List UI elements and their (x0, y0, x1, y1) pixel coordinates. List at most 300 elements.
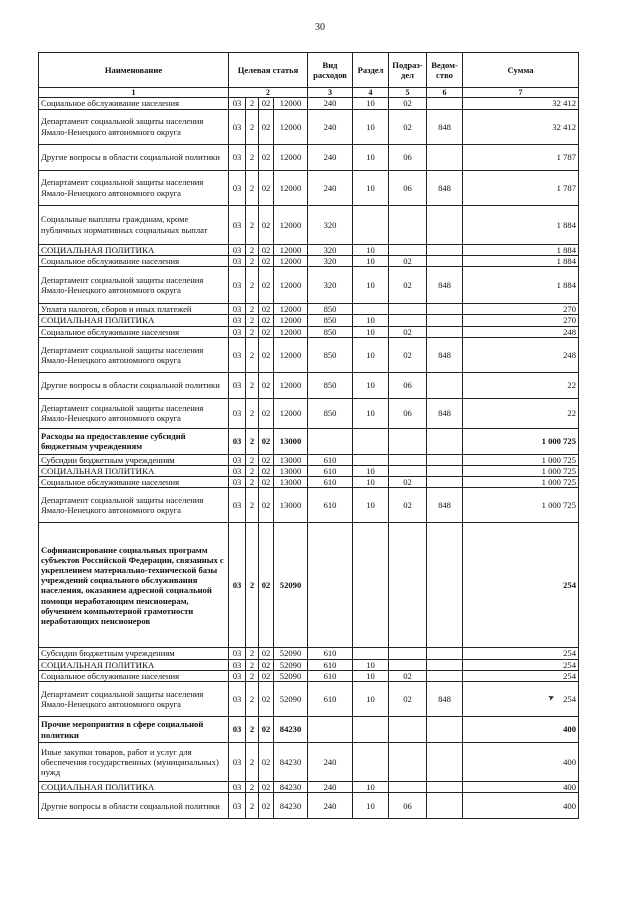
table-row (39, 670, 579, 681)
table-row (39, 793, 579, 819)
department-code-cell (427, 648, 463, 659)
target-subprogram-cell: 2 (246, 244, 259, 255)
header-department: Ведом-ство (427, 53, 463, 88)
target-subprogram-cell: 2 (246, 659, 259, 670)
target-direction-cell: 12000 (274, 267, 308, 304)
target-program-cell: 03 (229, 743, 246, 782)
target-program-cell: 03 (229, 454, 246, 465)
target-activity-cell: 02 (259, 109, 274, 144)
target-activity-cell: 02 (259, 428, 274, 454)
subsection-cell: 02 (389, 670, 427, 681)
header-row (39, 53, 579, 88)
target-activity-cell: 02 (259, 170, 274, 205)
section-cell (353, 205, 389, 244)
department-code-cell (427, 717, 463, 743)
table-row (39, 465, 579, 476)
target-program-cell: 03 (229, 398, 246, 428)
section-cell (353, 428, 389, 454)
target-program-cell: 03 (229, 98, 246, 109)
target-direction-cell: 52090 (274, 682, 308, 717)
department-code-cell (427, 144, 463, 170)
section-cell: 10 (353, 477, 389, 488)
department-code-cell (427, 477, 463, 488)
amount-cell: 22 (463, 372, 579, 398)
amount-cell: 1 000 725 (463, 454, 579, 465)
row-name-cell: Департамент социальной защиты населения Ямало-Ненецкого автономного округа (39, 682, 229, 717)
subsection-cell (389, 244, 427, 255)
target-direction-cell: 84230 (274, 782, 308, 793)
department-code-cell (427, 454, 463, 465)
row-name-cell: Департамент социальной защиты населения Ямало-Ненецкого автономного округа (39, 267, 229, 304)
row-name-cell: Департамент социальной защиты населения Ямало-Ненецкого автономного округа (39, 488, 229, 523)
section-cell: 10 (353, 682, 389, 717)
section-cell (353, 454, 389, 465)
amount-cell: 1 884 (463, 244, 579, 255)
expense-type-cell: 240 (308, 109, 353, 144)
target-program-cell: 03 (229, 315, 246, 326)
department-code-cell (427, 782, 463, 793)
table-row (39, 717, 579, 743)
amount-cell: 1 884 (463, 267, 579, 304)
section-cell (353, 523, 389, 648)
department-code-cell (427, 523, 463, 648)
target-direction-cell: 12000 (274, 244, 308, 255)
table-row (39, 267, 579, 304)
department-code-cell (427, 372, 463, 398)
table-row (39, 428, 579, 454)
target-activity-cell: 02 (259, 398, 274, 428)
row-name-cell: СОЦИАЛЬНАЯ ПОЛИТИКА (39, 315, 229, 326)
row-name-cell: Департамент социальной защиты населения Ямало-Ненецкого автономного округа (39, 398, 229, 428)
row-name-cell: Социальное обслуживание населения (39, 326, 229, 337)
subsection-cell (389, 454, 427, 465)
target-subprogram-cell: 2 (246, 428, 259, 454)
table-row (39, 488, 579, 523)
row-name-cell: Прочие мероприятия в сфере социальной политики (39, 717, 229, 743)
target-program-cell: 03 (229, 304, 246, 315)
column-number: 5 (389, 88, 427, 98)
target-activity-cell: 02 (259, 304, 274, 315)
expense-type-cell: 850 (308, 304, 353, 315)
subsection-cell (389, 315, 427, 326)
expense-type-cell (308, 428, 353, 454)
target-direction-cell: 52090 (274, 670, 308, 681)
table-row (39, 244, 579, 255)
department-code-cell (427, 743, 463, 782)
table-row (39, 659, 579, 670)
amount-cell: 1 000 725 (463, 428, 579, 454)
expense-type-cell: 850 (308, 398, 353, 428)
expense-type-cell: 610 (308, 670, 353, 681)
section-cell: 10 (353, 670, 389, 681)
table-row (39, 255, 579, 266)
column-number: 1 (39, 88, 229, 98)
amount-cell: 248 (463, 326, 579, 337)
section-cell: 10 (353, 326, 389, 337)
amount-cell: 400 (463, 793, 579, 819)
target-program-cell: 03 (229, 682, 246, 717)
table-row (39, 98, 579, 109)
department-code-cell: 848 (427, 682, 463, 717)
table-row (39, 398, 579, 428)
amount-cell: 1 787 (463, 170, 579, 205)
target-subprogram-cell: 2 (246, 454, 259, 465)
target-activity-cell: 02 (259, 477, 274, 488)
department-code-cell: 848 (427, 267, 463, 304)
column-number: 3 (308, 88, 353, 98)
row-name-cell: Уплата налогов, сборов и иных платежей (39, 304, 229, 315)
expense-type-cell: 240 (308, 743, 353, 782)
target-activity-cell: 02 (259, 670, 274, 681)
expense-type-cell: 850 (308, 372, 353, 398)
subsection-cell (389, 743, 427, 782)
target-activity-cell: 02 (259, 255, 274, 266)
section-cell (353, 648, 389, 659)
department-code-cell: 848 (427, 337, 463, 372)
amount-cell: 254 (463, 523, 579, 648)
target-program-cell: 03 (229, 244, 246, 255)
expense-type-cell: 240 (308, 782, 353, 793)
table-row (39, 337, 579, 372)
target-program-cell: 03 (229, 170, 246, 205)
target-direction-cell: 13000 (274, 454, 308, 465)
column-number: 6 (427, 88, 463, 98)
expense-type-cell: 240 (308, 98, 353, 109)
expense-type-cell: 320 (308, 244, 353, 255)
row-name-cell: СОЦИАЛЬНАЯ ПОЛИТИКА (39, 244, 229, 255)
target-activity-cell: 02 (259, 144, 274, 170)
target-subprogram-cell: 2 (246, 670, 259, 681)
target-direction-cell: 84230 (274, 743, 308, 782)
row-name-cell: СОЦИАЛЬНАЯ ПОЛИТИКА (39, 659, 229, 670)
amount-cell: 400 (463, 743, 579, 782)
target-direction-cell: 13000 (274, 477, 308, 488)
section-cell: 10 (353, 398, 389, 428)
department-code-cell (427, 205, 463, 244)
target-activity-cell: 02 (259, 523, 274, 648)
subsection-cell: 02 (389, 337, 427, 372)
subsection-cell: 02 (389, 326, 427, 337)
expense-type-cell: 320 (308, 267, 353, 304)
target-direction-cell: 12000 (274, 205, 308, 244)
department-code-cell (427, 670, 463, 681)
department-code-cell (427, 304, 463, 315)
section-cell: 10 (353, 315, 389, 326)
page-number: 30 (315, 22, 325, 33)
target-activity-cell: 02 (259, 326, 274, 337)
table-row (39, 205, 579, 244)
target-subprogram-cell: 2 (246, 315, 259, 326)
target-subprogram-cell: 2 (246, 648, 259, 659)
row-name-cell: Субсидии бюджетным учреждениям (39, 454, 229, 465)
expense-type-cell: 610 (308, 648, 353, 659)
row-name-cell: Другие вопросы в области социальной политики (39, 793, 229, 819)
target-activity-cell: 02 (259, 205, 274, 244)
target-program-cell: 03 (229, 267, 246, 304)
table-body (39, 98, 579, 819)
subsection-cell (389, 304, 427, 315)
row-name-cell: Социальное обслуживание населения (39, 670, 229, 681)
target-subprogram-cell: 2 (246, 144, 259, 170)
target-direction-cell: 12000 (274, 337, 308, 372)
target-direction-cell: 12000 (274, 109, 308, 144)
department-code-cell (427, 659, 463, 670)
target-subprogram-cell: 2 (246, 372, 259, 398)
target-direction-cell: 84230 (274, 717, 308, 743)
target-subprogram-cell: 2 (246, 304, 259, 315)
department-code-cell: 848 (427, 109, 463, 144)
target-program-cell: 03 (229, 523, 246, 648)
subsection-cell (389, 205, 427, 244)
department-code-cell: 848 (427, 170, 463, 205)
department-code-cell (427, 315, 463, 326)
target-activity-cell: 02 (259, 682, 274, 717)
table-row (39, 304, 579, 315)
section-cell: 10 (353, 144, 389, 170)
target-direction-cell: 12000 (274, 326, 308, 337)
target-subprogram-cell: 2 (246, 743, 259, 782)
target-activity-cell: 02 (259, 717, 274, 743)
amount-cell: 400 (463, 717, 579, 743)
subsection-cell (389, 659, 427, 670)
subsection-cell: 02 (389, 682, 427, 717)
section-cell: 10 (353, 244, 389, 255)
target-direction-cell: 13000 (274, 465, 308, 476)
target-program-cell: 03 (229, 717, 246, 743)
subsection-cell (389, 428, 427, 454)
subsection-cell: 06 (389, 372, 427, 398)
expense-type-cell: 610 (308, 488, 353, 523)
target-activity-cell: 02 (259, 659, 274, 670)
target-activity-cell: 02 (259, 244, 274, 255)
amount-cell: 270 (463, 304, 579, 315)
pen-mark-icon: ➤ (546, 692, 557, 703)
amount-cell: 254 (463, 659, 579, 670)
amount-cell: 1 000 725 (463, 477, 579, 488)
target-program-cell: 03 (229, 255, 246, 266)
row-name-cell: Иные закупки товаров, работ и услуг для обеспечения государственных (муниципальных) нужд (39, 743, 229, 782)
expense-type-cell: 320 (308, 255, 353, 266)
target-activity-cell: 02 (259, 337, 274, 372)
table-row (39, 144, 579, 170)
department-code-cell (427, 326, 463, 337)
table-row (39, 782, 579, 793)
expense-type-cell: 850 (308, 337, 353, 372)
target-subprogram-cell: 2 (246, 488, 259, 523)
amount-cell: 400 (463, 782, 579, 793)
budget-table (38, 52, 579, 819)
expense-type-cell: 240 (308, 793, 353, 819)
expense-type-cell: 610 (308, 454, 353, 465)
target-direction-cell: 52090 (274, 523, 308, 648)
target-activity-cell: 02 (259, 98, 274, 109)
header-name: Наименование (39, 53, 229, 88)
table-row (39, 682, 579, 717)
section-cell: 10 (353, 98, 389, 109)
target-direction-cell: 13000 (274, 428, 308, 454)
header-expense-type: Вид расходов (308, 53, 353, 88)
subsection-cell (389, 782, 427, 793)
header-subsection: Подраз-дел (389, 53, 427, 88)
target-activity-cell: 02 (259, 372, 274, 398)
amount-cell: 22 (463, 398, 579, 428)
target-direction-cell: 84230 (274, 793, 308, 819)
row-name-cell: Социальное обслуживание населения (39, 477, 229, 488)
column-number: 4 (353, 88, 389, 98)
target-program-cell: 03 (229, 648, 246, 659)
department-code-cell: 848 (427, 488, 463, 523)
target-program-cell: 03 (229, 337, 246, 372)
target-program-cell: 03 (229, 782, 246, 793)
target-subprogram-cell: 2 (246, 782, 259, 793)
target-program-cell: 03 (229, 109, 246, 144)
target-program-cell: 03 (229, 428, 246, 454)
subsection-cell: 06 (389, 793, 427, 819)
target-activity-cell: 02 (259, 743, 274, 782)
target-subprogram-cell: 2 (246, 793, 259, 819)
target-direction-cell: 13000 (274, 488, 308, 523)
target-activity-cell: 02 (259, 488, 274, 523)
department-code-cell (427, 793, 463, 819)
target-program-cell: 03 (229, 465, 246, 476)
target-program-cell: 03 (229, 205, 246, 244)
department-code-cell: 848 (427, 398, 463, 428)
subsection-cell: 02 (389, 255, 427, 266)
amount-cell: 248 (463, 337, 579, 372)
amount-cell: 32 412 (463, 109, 579, 144)
target-subprogram-cell: 2 (246, 337, 259, 372)
header-amount: Сумма (463, 53, 579, 88)
expense-type-cell: 850 (308, 315, 353, 326)
target-direction-cell: 12000 (274, 170, 308, 205)
subsection-cell (389, 717, 427, 743)
target-program-cell: 03 (229, 659, 246, 670)
target-activity-cell: 02 (259, 315, 274, 326)
amount-cell: 254 (463, 670, 579, 681)
row-name-cell: Департамент социальной защиты населения Ямало-Ненецкого автономного округа (39, 109, 229, 144)
table-row (39, 454, 579, 465)
target-subprogram-cell: 2 (246, 98, 259, 109)
row-name-cell: Департамент социальной защиты населения Ямало-Ненецкого автономного округа (39, 170, 229, 205)
expense-type-cell: 240 (308, 144, 353, 170)
amount-cell: 254 (463, 648, 579, 659)
row-name-cell: Департамент социальной защиты населения Ямало-Ненецкого автономного округа (39, 337, 229, 372)
target-activity-cell: 02 (259, 454, 274, 465)
subsection-cell (389, 465, 427, 476)
amount-cell: 1 787 (463, 144, 579, 170)
row-name-cell: СОЦИАЛЬНАЯ ПОЛИТИКА (39, 782, 229, 793)
expense-type-cell: 240 (308, 170, 353, 205)
expense-type-cell: 610 (308, 659, 353, 670)
target-direction-cell: 52090 (274, 648, 308, 659)
amount-cell: 1 000 725 (463, 488, 579, 523)
header-section: Раздел (353, 53, 389, 88)
target-program-cell: 03 (229, 326, 246, 337)
target-subprogram-cell: 2 (246, 205, 259, 244)
section-cell: 10 (353, 793, 389, 819)
target-activity-cell: 02 (259, 648, 274, 659)
amount-cell: 32 412 (463, 98, 579, 109)
expense-type-cell: 610 (308, 465, 353, 476)
expense-type-cell: 320 (308, 205, 353, 244)
target-subprogram-cell: 2 (246, 326, 259, 337)
table-row (39, 648, 579, 659)
row-name-cell: Другие вопросы в области социальной политики (39, 144, 229, 170)
section-cell: 10 (353, 267, 389, 304)
department-code-cell (427, 244, 463, 255)
target-subprogram-cell: 2 (246, 267, 259, 304)
expense-type-cell (308, 523, 353, 648)
department-code-cell (427, 465, 463, 476)
subsection-cell: 02 (389, 488, 427, 523)
target-activity-cell: 02 (259, 267, 274, 304)
header-target-article: Целевая статья (229, 53, 308, 88)
section-cell: 10 (353, 465, 389, 476)
target-program-cell: 03 (229, 670, 246, 681)
subsection-cell: 02 (389, 98, 427, 109)
row-name-cell: Субсидии бюджетным учреждениям (39, 648, 229, 659)
section-cell: 10 (353, 782, 389, 793)
amount-cell: 1 884 (463, 255, 579, 266)
department-code-cell (427, 428, 463, 454)
table-row (39, 315, 579, 326)
amount-cell: 270 (463, 315, 579, 326)
target-subprogram-cell: 2 (246, 523, 259, 648)
subsection-cell: 06 (389, 398, 427, 428)
section-cell (353, 717, 389, 743)
table-row (39, 743, 579, 782)
section-cell: 10 (353, 109, 389, 144)
table-row (39, 477, 579, 488)
target-subprogram-cell: 2 (246, 255, 259, 266)
section-cell: 10 (353, 337, 389, 372)
section-cell: 10 (353, 488, 389, 523)
amount-cell: 1 000 725 (463, 465, 579, 476)
target-program-cell: 03 (229, 793, 246, 819)
target-direction-cell: 12000 (274, 144, 308, 170)
subsection-cell: 06 (389, 170, 427, 205)
row-name-cell: Софинансирование социальных программ субъектов Российской Федерации, связанных с укреплением материально-технической базы учреждений социального обслуживания населения, оказанием адресной социальной помощи неработающим пенсионерам, обучением компьютерной грамотности неработающих пенсионеров (39, 523, 229, 648)
target-program-cell: 03 (229, 477, 246, 488)
expense-type-cell (308, 717, 353, 743)
target-direction-cell: 12000 (274, 304, 308, 315)
target-direction-cell: 12000 (274, 255, 308, 266)
target-program-cell: 03 (229, 144, 246, 170)
section-cell (353, 743, 389, 782)
subsection-cell: 02 (389, 477, 427, 488)
section-cell: 10 (353, 372, 389, 398)
amount-cell: 1 884 (463, 205, 579, 244)
row-name-cell: Расходы на предоставление субсидий бюджетным учреждениям (39, 428, 229, 454)
expense-type-cell: 850 (308, 326, 353, 337)
target-direction-cell: 12000 (274, 372, 308, 398)
row-name-cell: Социальное обслуживание населения (39, 98, 229, 109)
row-name-cell: Социальное обслуживание населения (39, 255, 229, 266)
section-cell: 10 (353, 255, 389, 266)
target-direction-cell: 12000 (274, 315, 308, 326)
target-subprogram-cell: 2 (246, 170, 259, 205)
subsection-cell (389, 648, 427, 659)
subsection-cell (389, 523, 427, 648)
target-subprogram-cell: 2 (246, 477, 259, 488)
department-code-cell (427, 255, 463, 266)
department-code-cell (427, 98, 463, 109)
target-subprogram-cell: 2 (246, 398, 259, 428)
column-number: 2 (229, 88, 308, 98)
section-cell: 10 (353, 170, 389, 205)
target-program-cell: 03 (229, 372, 246, 398)
target-activity-cell: 02 (259, 465, 274, 476)
